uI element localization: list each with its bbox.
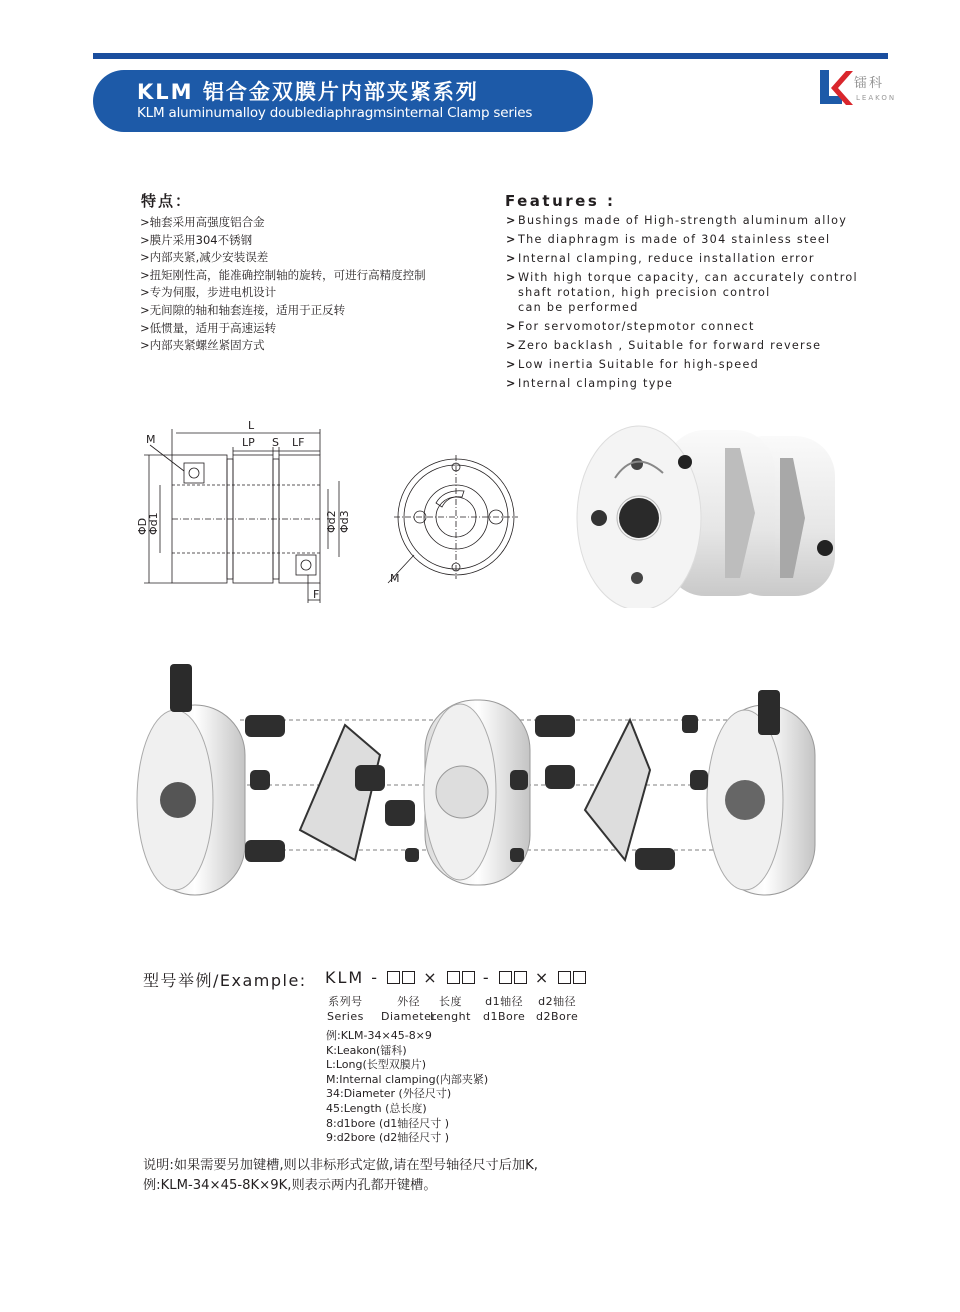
bullet-arrow: > bbox=[506, 358, 517, 371]
code-prefix: KLM - bbox=[325, 968, 380, 987]
features-en-list bbox=[506, 213, 858, 395]
features-en-title: Features : bbox=[505, 192, 616, 210]
placeholder-box-icon bbox=[462, 971, 475, 984]
feature-cn-item: >内部夹紧螺丝紧固方式 bbox=[140, 338, 265, 353]
note-line: 34:Diameter (外径尺寸) bbox=[326, 1087, 452, 1101]
feature-en-item: > Bushings made of High-strength aluminum alloy bbox=[506, 214, 848, 227]
keyway-remark bbox=[143, 1156, 538, 1196]
example-label: 型号举例/Example: bbox=[143, 971, 307, 990]
front-M-label: M bbox=[390, 572, 400, 585]
placeholder-box-icon bbox=[387, 971, 400, 984]
bullet-arrow: > bbox=[506, 252, 517, 265]
feature-en-item: > Internal clamping, reduce installation error bbox=[506, 252, 815, 265]
leakon-logo-icon bbox=[818, 68, 854, 108]
note-line: L:Long(长型双膜片) bbox=[326, 1058, 427, 1072]
legend-col-series: 系列号 Series bbox=[327, 995, 364, 1023]
front-view-drawing bbox=[384, 445, 524, 590]
example-notes bbox=[326, 1029, 488, 1146]
example-code bbox=[325, 968, 587, 987]
bullet-arrow: > bbox=[506, 339, 517, 352]
placeholder-box-icon bbox=[447, 971, 460, 984]
feature-cn-item: >膜片采用304不锈钢 bbox=[140, 232, 253, 247]
placeholder-box-icon bbox=[514, 971, 527, 984]
features-cn-list bbox=[140, 214, 426, 355]
bullet-arrow: > bbox=[506, 233, 517, 246]
remark-line: 例:KLM-34×45-8K×9K,则表示两内孔都开键槽。 bbox=[143, 1178, 437, 1193]
dim-d3-label: Φd3 bbox=[338, 510, 351, 533]
brand-logo bbox=[818, 68, 897, 112]
side-view-drawing bbox=[132, 415, 352, 610]
exploded-assembly-view bbox=[130, 660, 830, 900]
page-title-en: KLM aluminumalloy doublediaphragmsinternal Clamp series bbox=[137, 105, 533, 121]
page-title-cn: KLM 铝合金双膜片内部夹紧系列 bbox=[137, 80, 479, 104]
placeholder-box-icon bbox=[499, 971, 512, 984]
features-cn-title: 特点： bbox=[141, 192, 193, 210]
placeholder-box-icon bbox=[573, 971, 586, 984]
note-line: 8:d1bore (d1轴径尺寸 ) bbox=[326, 1116, 450, 1130]
coupling-3d-render bbox=[575, 418, 855, 608]
feature-cn-item: >扭矩刚性高，能准确控制轴的旋转，可进行高精度控制 bbox=[140, 267, 426, 282]
dim-S-label: S bbox=[272, 436, 279, 449]
feature-en-item: > For servomotor/stepmotor connect bbox=[506, 320, 755, 333]
dim-d1-label: Φd1 bbox=[147, 512, 160, 535]
dim-d2-label: Φd2 bbox=[325, 510, 338, 533]
feature-en-item: > With high torque capacity, can accurately control shaft rotation, high precision control can be performed bbox=[506, 271, 858, 314]
title-banner bbox=[93, 70, 593, 132]
note-line: 9:d2bore (d2轴径尺寸 ) bbox=[326, 1131, 450, 1145]
note-line: 45:Length (总长度) bbox=[326, 1101, 427, 1115]
feature-en-item: > Zero backlash , Suitable for forward reverse bbox=[506, 339, 822, 352]
bullet-arrow: > bbox=[506, 320, 517, 333]
legend-col-d1: d1轴径 d1Bore bbox=[483, 995, 526, 1023]
feature-cn-item: >专为伺服，步进电机设计 bbox=[140, 285, 277, 300]
top-rule bbox=[93, 53, 888, 59]
placeholder-box-icon bbox=[558, 971, 571, 984]
feature-en-item: > Internal clamping type bbox=[506, 377, 674, 390]
note-line: K:Leakon(镭科) bbox=[326, 1043, 407, 1057]
dim-D-label: ΦD bbox=[136, 517, 149, 535]
bullet-arrow: > bbox=[506, 214, 517, 227]
feature-cn-item: >轴套采用高强度铝合金 bbox=[140, 215, 265, 229]
legend-col-d2: d2轴径 d2Bore bbox=[536, 995, 579, 1023]
dim-LF-label: LF bbox=[292, 436, 305, 449]
logo-text-en: LEAKON bbox=[856, 94, 897, 102]
bullet-arrow: > bbox=[506, 377, 517, 390]
sep-dash: - bbox=[482, 968, 491, 987]
dim-F-label: F bbox=[313, 588, 320, 601]
legend-col-length: 长度 Lenght bbox=[430, 995, 471, 1023]
note-line: 例:KLM-34×45-8×9 bbox=[326, 1029, 432, 1042]
dim-L-label: L bbox=[248, 419, 255, 432]
sep-times: × bbox=[534, 968, 551, 987]
sep-times: × bbox=[423, 968, 439, 987]
feature-en-item: > The diaphragm is made of 304 stainless steel bbox=[506, 233, 831, 246]
dim-LP-label: LP bbox=[242, 436, 255, 449]
placeholder-box-icon bbox=[402, 971, 415, 984]
note-line: M:Internal clamping(内部夹紧) bbox=[326, 1072, 489, 1086]
legend-col-diameter: 外径 Diameter bbox=[381, 995, 437, 1023]
remark-line: 说明:如果需要另加键槽,则以非标形式定做,请在型号轴径尺寸后加K, bbox=[143, 1158, 538, 1173]
feature-cn-item: >无间隙的轴和轴套连接，适用于正反转 bbox=[140, 302, 346, 317]
dim-M-label: M bbox=[146, 433, 156, 446]
feature-en-item: > Low inertia Suitable for high-speed bbox=[506, 358, 760, 371]
feature-cn-item: >低惯量，适用于高速运转 bbox=[140, 320, 277, 335]
bullet-arrow: > bbox=[506, 271, 517, 284]
feature-cn-item: >内部夹紧,减少安装误差 bbox=[140, 250, 269, 265]
logo-text-cn: 镭科 bbox=[854, 76, 885, 91]
